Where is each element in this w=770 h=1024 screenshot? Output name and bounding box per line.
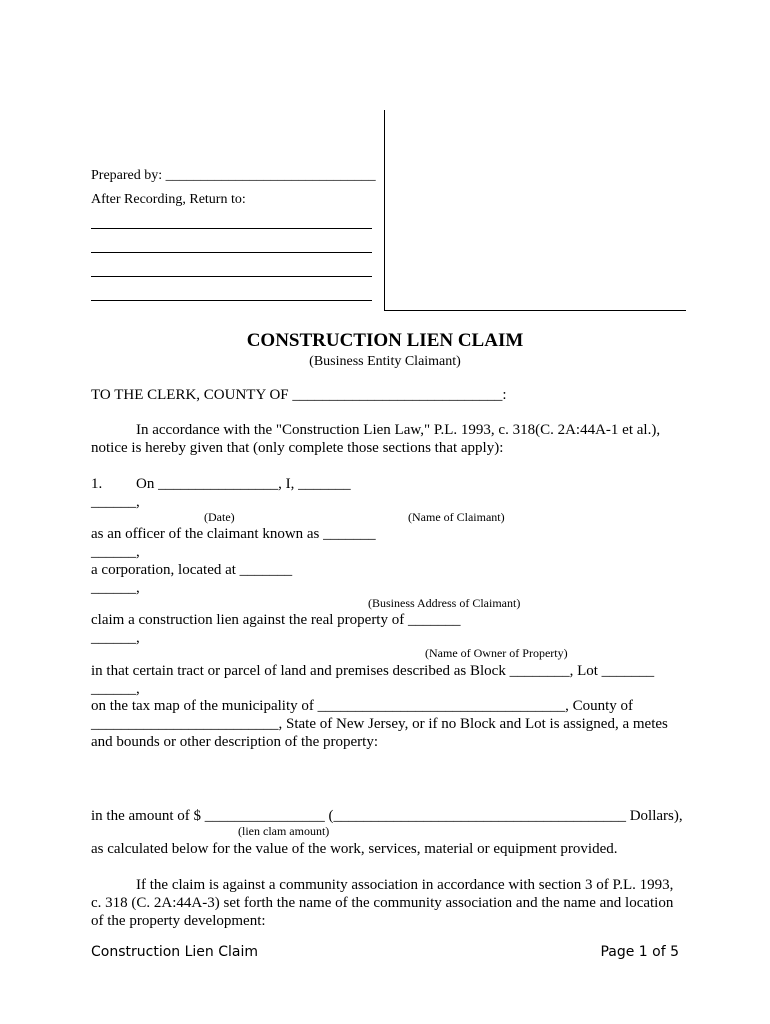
clerk-county-line: TO THE CLERK, COUNTY OF ____________________________: (91, 387, 507, 403)
recording-box-bottom-border (384, 310, 686, 311)
amount-line: in the amount of $ ________________ (_______________________________________ Dollars), (91, 808, 683, 824)
claim-line: claim a construction lien against the real property of _______ (91, 612, 461, 628)
date-caption: (Date) (204, 510, 235, 524)
community-line-2: c. 318 (C. 2A:44A-3) set forth the name of the community association and the name and location (91, 895, 674, 911)
business-address-caption: (Business Address of Claimant) (368, 596, 521, 610)
corporation-line: a corporation, located at _______ (91, 562, 293, 578)
return-address-line-1 (91, 228, 372, 229)
corporation-blank: ______, (91, 580, 140, 596)
return-address-line-3 (91, 276, 372, 277)
community-line-3: of the property development: (91, 913, 266, 929)
metes-bounds-line: and bounds or other description of the property: (91, 734, 379, 750)
community-line-1: If the claim is against a community association in accordance with section 3 of P.L. 1993, (136, 877, 674, 893)
on-date-line: On ________________, I, _______ (136, 476, 351, 492)
recording-box-left-border (384, 110, 385, 310)
section-number: 1. (91, 476, 103, 492)
return-to-label: After Recording, Return to: (91, 192, 246, 207)
officer-line: as an officer of the claimant known as _______ (91, 526, 376, 542)
owner-caption: (Name of Owner of Property) (425, 646, 568, 660)
claimant-name-caption: (Name of Claimant) (408, 510, 505, 524)
return-address-line-2 (91, 252, 372, 253)
officer-blank: ______, (91, 544, 140, 560)
footer-page-number: Page 1 of 5 (600, 944, 679, 960)
return-address-line-4 (91, 300, 372, 301)
intro-line-1: In accordance with the "Construction Lien Law," P.L. 1993, c. 318(C. 2A:44A-1 et al.), (136, 422, 661, 438)
lot-blank: ______, (91, 681, 140, 697)
claimant-name-blank: ______, (91, 494, 140, 510)
document-title: CONSTRUCTION LIEN CLAIM (246, 330, 524, 351)
prepared-by-line: Prepared by: ______________________________ (91, 168, 376, 183)
calculation-line: as calculated below for the value of the work, services, material or equipment provided. (91, 841, 618, 857)
intro-line-2: notice is hereby given that (only complete those sections that apply): (91, 440, 504, 456)
state-line: _________________________, State of New Jersey, or if no Block and Lot is assigned, a metes (91, 716, 668, 732)
tract-line: in that certain tract or parcel of land and premises described as Block ________, Lot _______ (91, 663, 655, 679)
footer-document-name: Construction Lien Claim (91, 944, 258, 960)
lien-amount-caption: (lien clam amount) (238, 824, 330, 838)
tax-map-line: on the tax map of the municipality of _________________________________, County of (91, 698, 634, 714)
document-subtitle: (Business Entity Claimant) (309, 354, 461, 369)
owner-blank: ______, (91, 630, 140, 646)
